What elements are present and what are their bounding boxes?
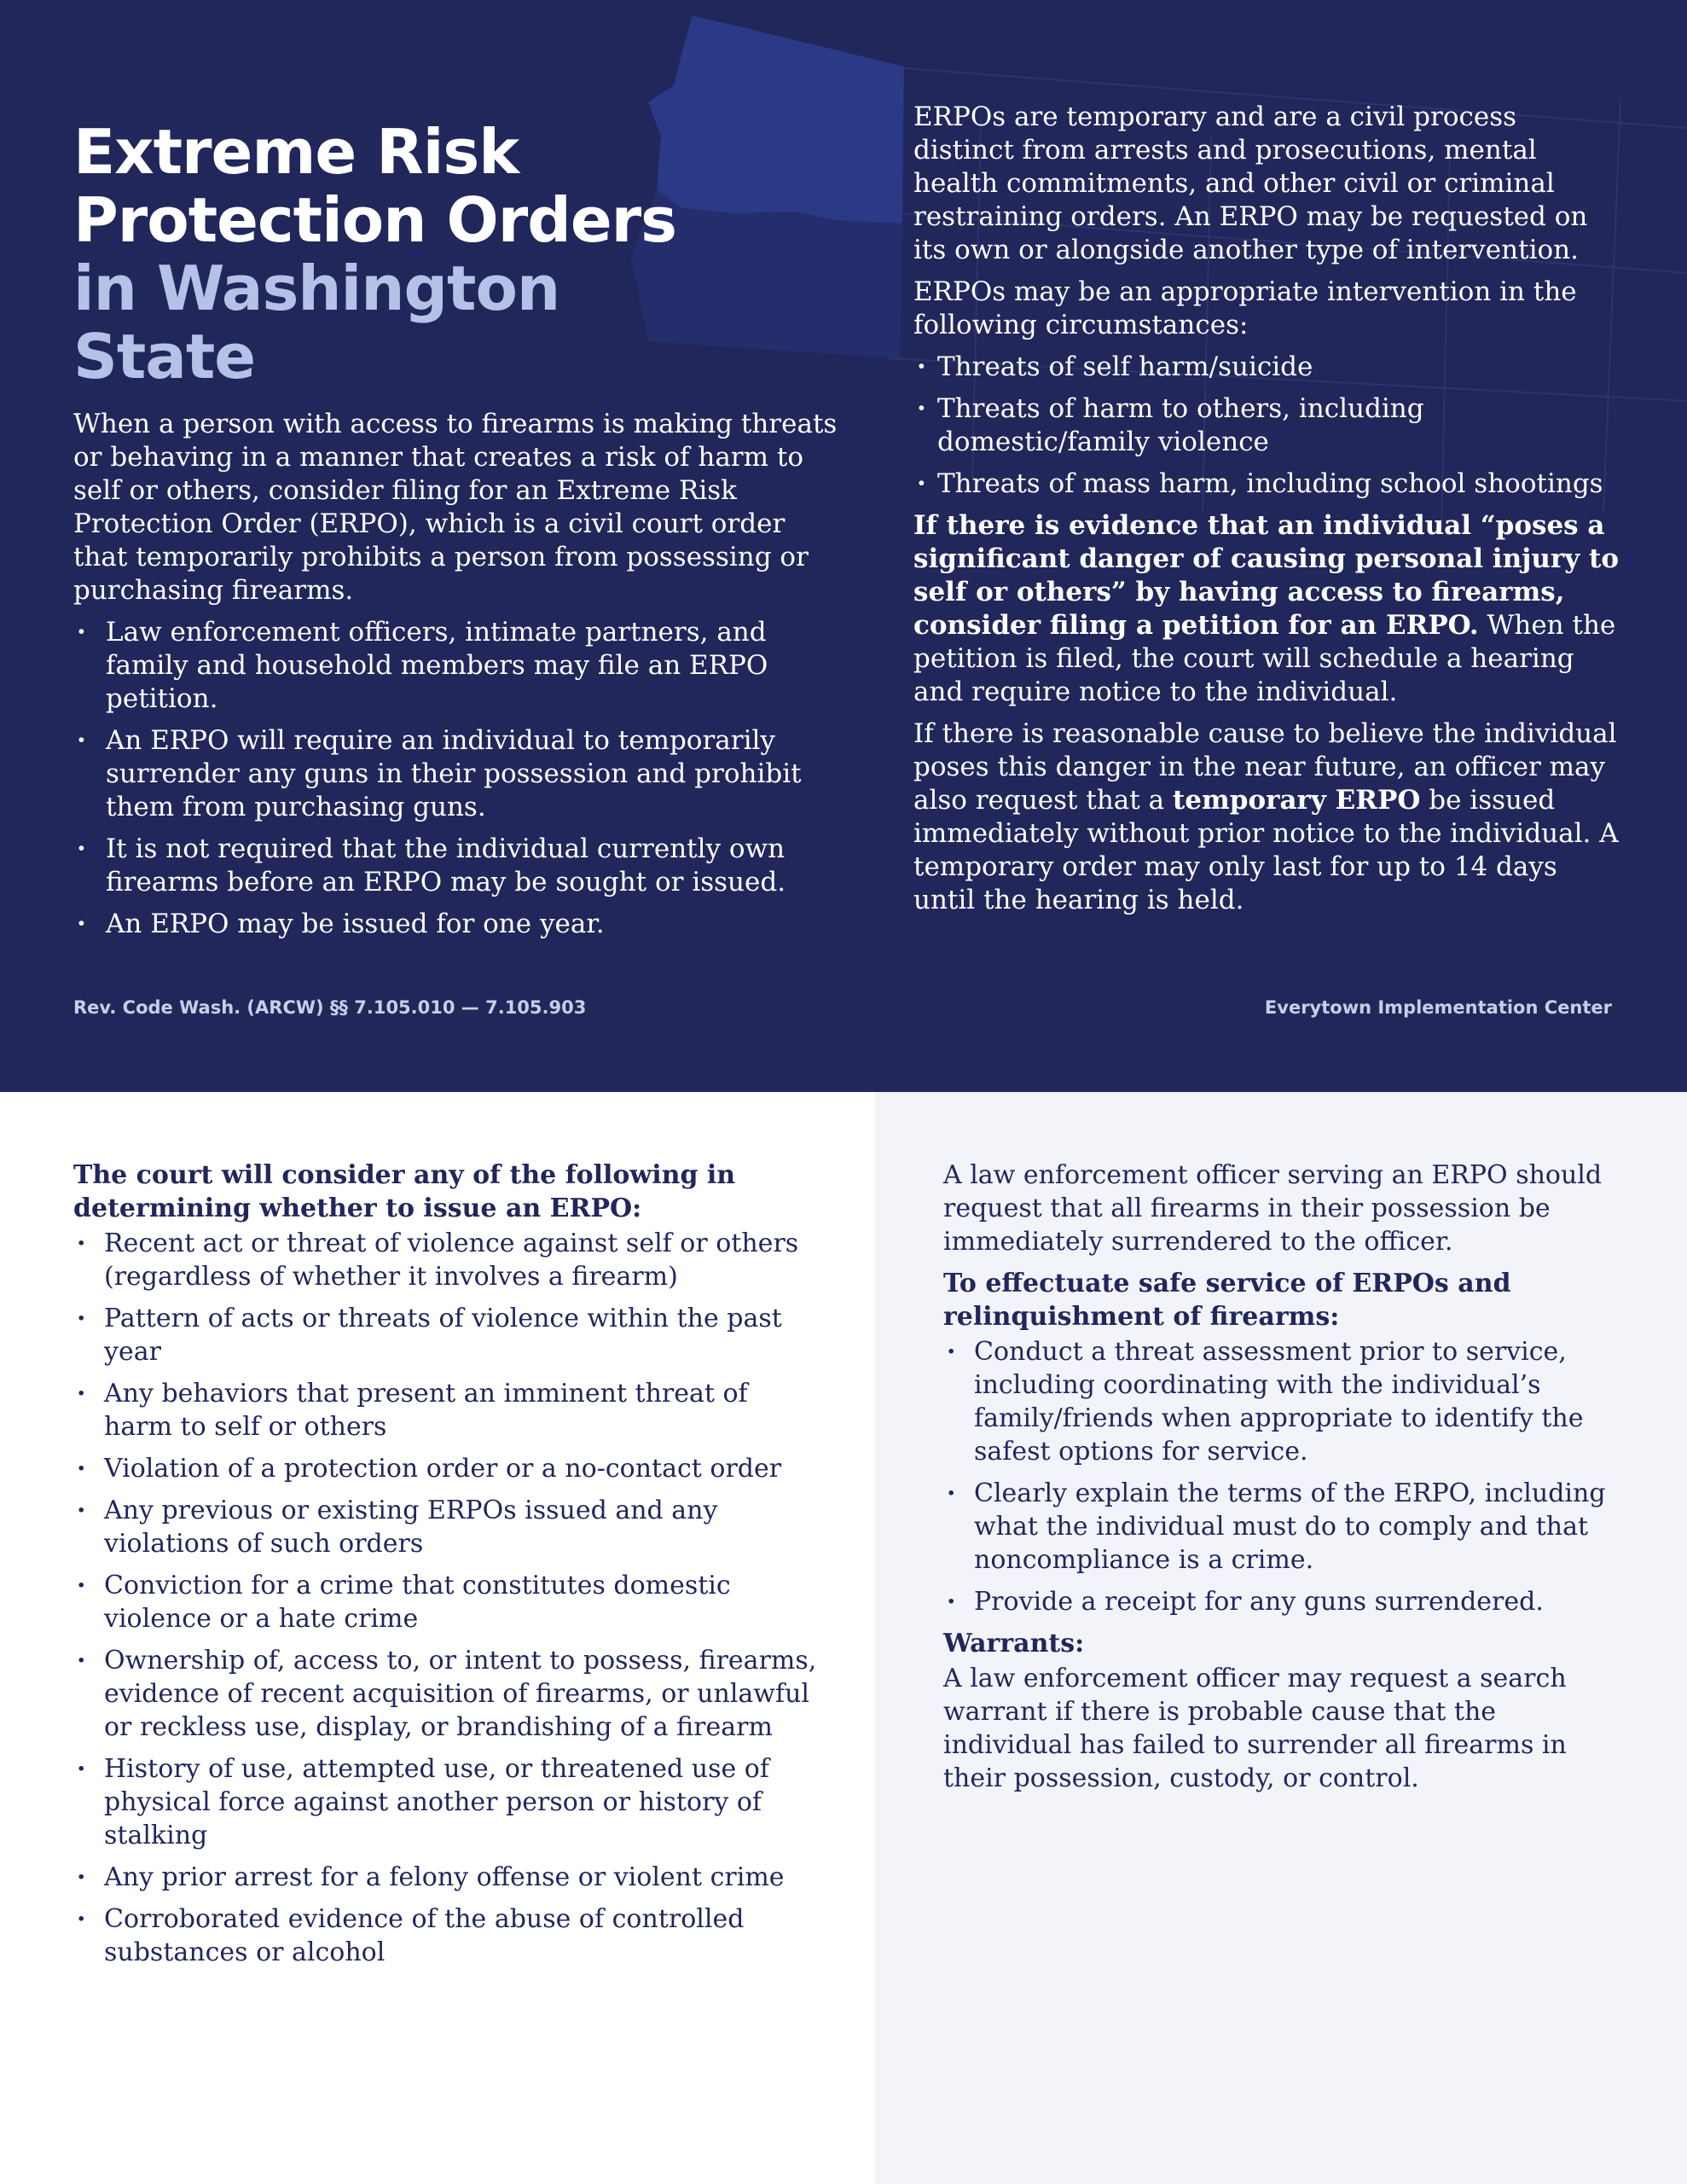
temporary-erpo-bold: temporary ERPO [1172,785,1421,816]
list-item: · Any previous or existing ERPOs issued and any violations of such orders [73,1494,824,1560]
list-item: · Conviction for a crime that constitutes domestic violence or a hate crime [73,1569,824,1635]
court-factors-column [73,1159,824,1978]
statute-citation: Rev. Code Wash. (ARCW) §§ 7.105.010 — 7.105.903 [73,997,587,1018]
intro-paragraph: When a person with access to firearms is making threats or behaving in a manner that creates a risk of harm to self or others, consider filing for an Extreme Risk Protection Order (ERPO), which is a civil court order that temporarily prohibits a person from possessing or purchasing firearms. [73,409,838,606]
list-item: · Threats of self harm/suicide [913,351,1621,384]
evidence-bold-text: If there is evidence that an individual “poses a significant danger of causing personal injury to self or others” by having access to firearms, consider filing a petition for an ERPO. [913,510,1619,641]
list-item: · Threats of harm to others, including domestic/family violence [913,392,1621,459]
list-item: · Threats of mass harm, including school shootings [913,468,1621,501]
list-item: · Clearly explain the terms of the ERPO, including what the individual must do to comply and that noncompliance is a crime. [943,1477,1617,1577]
temporary-erpo-text-after: be issued immediately without prior notice to the individual. A temporary order may only last for up to 14 days until the hearing is held. [913,785,1619,915]
court-factors-list [73,1227,824,1969]
temporary-erpo-text-before: If there is reasonable cause to believe the individual poses this danger in the near future, an officer may also request that a [913,718,1617,816]
court-factors-heading: The court will consider any of the following in determining whether to issue an ERPO: [73,1160,736,1223]
page-title [73,118,841,391]
list-item: · An ERPO may be issued for one year. [73,908,841,941]
service-intro-paragraph: A law enforcement officer serving an ERPO should request that all firearms in their possession be immediately surrendered to the officer. [943,1160,1603,1257]
list-item: · Violation of a protection order or a no-contact order [73,1452,824,1485]
list-item: · Provide a receipt for any guns surrendered. [943,1585,1617,1618]
circumstances-intro: ERPOs may be an appropriate intervention in the following circumstances: [913,276,1577,340]
list-item: · It is not required that the individual currently own firearms before an ERPO may be sought or issued. [73,833,841,899]
title-line-3: in Washington [73,253,560,324]
evidence-rest-text: When the petition is filed, the court will schedule a hearing and require notice to the individual. [913,610,1616,707]
title-line-4: State [73,321,256,392]
service-column [943,1159,1617,1804]
title-line-1: Extreme Risk [73,116,519,188]
list-item: · History of use, attempted use, or threatened use of physical force against another person or history of stalking [73,1752,824,1852]
publisher-credit: Everytown Implementation Center [1264,997,1612,1018]
warrants-heading: Warrants: [943,1629,1085,1658]
intro-bullet-list [73,616,841,941]
right-top-column [913,101,1621,926]
list-item: · Ownership of, access to, or intent to possess, firearms, evidence of recent acquisition of firearms, or unlawful or reckless use, display, or brandishing of a firearm [73,1644,824,1744]
erpo-temporary-paragraph: ERPOs are temporary and are a civil process distinct from arrests and prosecutions, mental health commitments, and other civil or criminal restraining orders. An ERPO may be requested on its own or alongside another type of intervention. [913,102,1588,265]
title-line-2: Protection Orders [73,184,677,256]
evidence-paragraph [913,509,1621,709]
circumstances-list [913,351,1621,501]
temporary-erpo-paragraph [913,717,1621,917]
list-item: · An ERPO will require an individual to temporarily surrender any guns in their possession and prohibit them from purchasing guns. [73,724,841,824]
list-item: · Law enforcement officers, intimate partners, and family and household members may file an ERPO petition. [73,616,841,716]
list-item: · Recent act or threat of violence against self or others (regardless of whether it involves a firearm) [73,1227,824,1293]
warrants-paragraph: A law enforcement officer may request a search warrant if there is probable cause that the individual has failed to surrender all firearms in their possession, custody, or control. [943,1664,1567,1793]
intro-column [73,408,841,950]
list-item: · Any behaviors that present an imminent threat of harm to self or others [73,1377,824,1443]
list-item: · Any prior arrest for a felony offense or violent crime [73,1861,824,1894]
list-item: · Conduct a threat assessment prior to service, including coordinating with the individual’s family/friends when appropriate to identify the safest options for service. [943,1335,1617,1468]
list-item: · Pattern of acts or threats of violence within the past year [73,1302,824,1368]
list-item: · Corroborated evidence of the abuse of controlled substances or alcohol [73,1902,824,1969]
safe-service-list [943,1335,1617,1618]
safe-service-heading: To effectuate safe service of ERPOs and relinquishment of firearms: [943,1269,1511,1332]
